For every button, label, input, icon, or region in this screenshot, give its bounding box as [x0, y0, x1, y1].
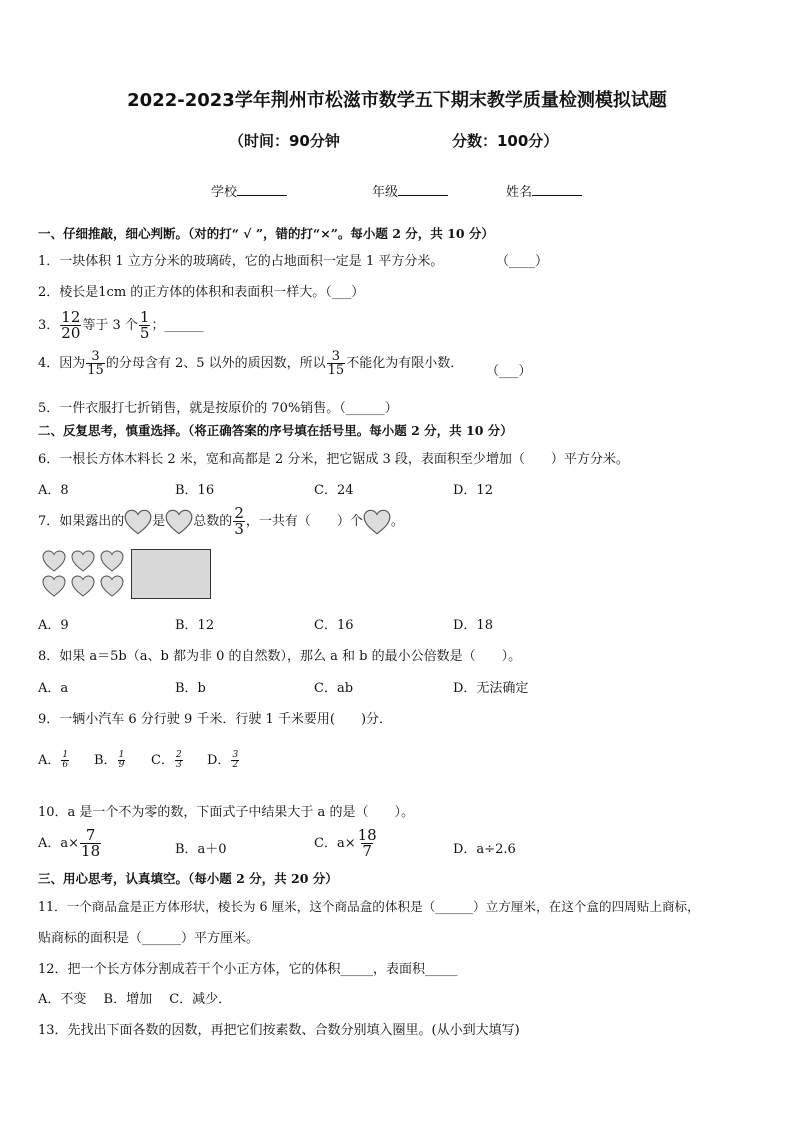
- question-7-mid2: 总数的: [193, 514, 233, 529]
- question-7-mid1: 是: [152, 514, 166, 529]
- q9-option-b[interactable]: [94, 749, 126, 770]
- question-4: [38, 350, 463, 377]
- heart-icon: [43, 576, 65, 596]
- question-3-mid: 等于 3 个: [82, 318, 138, 333]
- fraction-2-3-small: $\frac{2}{3}$: [175, 750, 182, 770]
- question-1-answer[interactable]: （____）: [496, 254, 549, 269]
- q7-option-d[interactable]: D．18: [453, 618, 493, 633]
- q6-option-d[interactable]: D．12: [453, 483, 493, 498]
- question-7-mid3: ，一共有（ ）个: [245, 514, 363, 529]
- fraction-7-18: $\frac{7}{18}$: [81, 826, 101, 860]
- question-3-num: 3．: [38, 318, 60, 333]
- question-1-text: 1．一块体积 1 立方分米的玻璃砖，它的占地面积一定是 1 平方分米。: [38, 254, 444, 269]
- grade-blank[interactable]: [398, 195, 448, 196]
- heart-icon: [165, 509, 193, 535]
- question-3: [38, 310, 203, 341]
- name-field[interactable]: [506, 181, 582, 200]
- section-3-title: 三、用心思考，认真填空。（每小题 2 分，共 20 分）: [38, 871, 338, 886]
- name-label: 姓名: [506, 185, 533, 200]
- q9-option-d-label: D．: [207, 753, 231, 768]
- fraction-3-15-b: $\frac{3}{15}$: [327, 349, 345, 378]
- question-3-blank[interactable]: ；______: [151, 318, 204, 333]
- fraction-18-7: $\frac{18}{7}$: [357, 826, 377, 860]
- q10-option-b[interactable]: B．a＋0: [175, 842, 227, 857]
- question-13: 13．先找出下面各数的因数，再把它们按素数、合数分别填入圈里。(从小到大填写): [38, 1023, 520, 1038]
- fraction-12-20: $\frac{12}{20}$: [61, 308, 81, 342]
- q9-option-a[interactable]: [38, 749, 70, 770]
- fraction-1-9: $\frac{1}{9}$: [118, 750, 125, 770]
- q9-option-c-label: C．: [151, 753, 174, 768]
- q8-option-c[interactable]: C．ab: [314, 681, 354, 696]
- question-7: [38, 506, 404, 537]
- grade-label: 年级: [372, 185, 399, 200]
- q7-option-b[interactable]: B．12: [175, 618, 215, 633]
- exam-time: （时间：90分钟: [229, 132, 340, 150]
- section-2-title: 二、反复思考，慎重选择。（将正确答案的序号填在括号里。每小题 2 分，共 10 分）: [38, 423, 513, 438]
- q9-option-a-label: A．: [38, 753, 61, 768]
- question-9: 9．一辆小汽车 6 分行驶 9 千米．行驶 1 千米要用( )分．: [38, 712, 393, 727]
- question-4-mid: 的分母含有 2、5 以外的质因数，所以: [105, 356, 326, 371]
- grade-field[interactable]: [372, 181, 448, 200]
- heart-icon: [124, 509, 152, 535]
- school-label: 学校: [211, 185, 238, 200]
- question-4-post: 不能化为有限小数．: [346, 356, 464, 371]
- name-blank[interactable]: [532, 195, 582, 196]
- q6-option-a[interactable]: A．8: [38, 483, 69, 498]
- question-7-post: 。: [390, 514, 404, 529]
- heart-icon: [101, 551, 123, 571]
- question-11-line-1: 11．一个商品盒是正方体形状，棱长为 6 厘米，这个商品盒的体积是（______）立方厘米，在这个盒的四周贴上商标，: [38, 899, 700, 914]
- section-1-title: 一、仔细推敲，细心判断。（对的打“ √ ”，错的打“×”。每小题 2 分，共 10 分）: [38, 226, 494, 241]
- question-7-pre: 7．如果露出的: [38, 514, 125, 529]
- exam-score: 分数：100分）: [452, 132, 559, 150]
- q9-option-c[interactable]: [151, 749, 184, 770]
- question-4-pre: 4．因为: [38, 356, 86, 371]
- q9-option-d[interactable]: [207, 749, 240, 770]
- question-4-answer[interactable]: （___）: [486, 364, 532, 379]
- question-11-line-2: 贴商标的面积是（______）平方厘米。: [38, 931, 260, 946]
- fraction-2-3: $\frac{2}{3}$: [234, 504, 244, 538]
- question-8: 8．如果 a＝5b（a、b 都为非 0 的自然数），那么 a 和 b 的最小公倍数是（ ）。: [38, 649, 522, 664]
- covered-hearts-box: [131, 549, 211, 599]
- question-5: 5．一件衣服打七折销售，就是按原价的 70%销售。（______）: [38, 401, 398, 416]
- fraction-3-2: $\frac{3}{2}$: [232, 750, 239, 770]
- q9-option-b-label: B．: [94, 753, 117, 768]
- question-12-options[interactable]: A．不变 B．增加 C．减少．: [38, 992, 232, 1007]
- heart-icon: [72, 576, 94, 596]
- fraction-3-15-a: $\frac{3}{15}$: [87, 349, 104, 378]
- question-12: 12．把一个长方体分割成若干个小正方体，它的体积_____，表面积_____: [38, 962, 458, 977]
- heart-icon: [43, 551, 65, 571]
- heart-icon: [72, 551, 94, 571]
- fraction-1-5: $\frac{1}{5}$: [139, 308, 150, 342]
- q7-option-a[interactable]: A．9: [38, 618, 69, 633]
- q6-option-b[interactable]: B．16: [175, 483, 215, 498]
- heart-icon: [101, 576, 123, 596]
- q7-option-c[interactable]: C．16: [314, 618, 354, 633]
- school-field[interactable]: [211, 181, 287, 200]
- school-blank[interactable]: [237, 195, 287, 196]
- heart-icon: [363, 509, 391, 535]
- q10-option-c-label: C．a×: [314, 836, 356, 851]
- hearts-figure: [40, 548, 128, 600]
- q8-option-b[interactable]: B．b: [175, 681, 206, 696]
- q10-option-a[interactable]: [38, 828, 102, 859]
- question-10: 10．a 是一个不为零的数，下面式子中结果大于 a 的是（ ）。: [38, 805, 414, 820]
- q10-option-a-label: A．a×: [38, 836, 80, 851]
- q10-option-c[interactable]: [314, 828, 379, 859]
- question-1: [38, 250, 443, 269]
- q10-option-d[interactable]: D．a÷2.6: [453, 842, 516, 857]
- q6-option-c[interactable]: C．24: [314, 483, 354, 498]
- question-2: 2．棱长是1cm 的正方体的体积和表面积一样大。（___）: [38, 285, 365, 300]
- q8-option-a[interactable]: A．a: [38, 681, 69, 696]
- page-title: 2022-2023学年荆州市松滋市数学五下期末教学质量检测模拟试题: [127, 90, 667, 111]
- q8-option-d[interactable]: D．无法确定: [453, 681, 529, 696]
- fraction-1-6: $\frac{1}{6}$: [62, 750, 69, 770]
- question-6: 6．一根长方体木料长 2 米，宽和高都是 2 分米，把它锯成 3 段，表面积至少增加（ ）平方分米。: [38, 452, 629, 467]
